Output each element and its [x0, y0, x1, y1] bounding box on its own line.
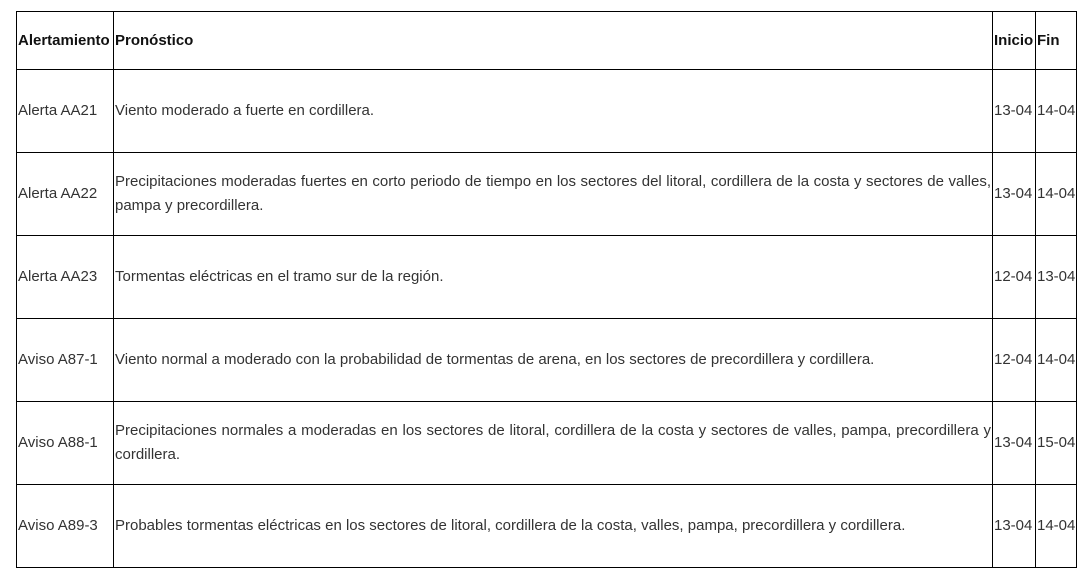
- end-date-cell: 14-04: [1036, 153, 1077, 236]
- header-alert: Alertamiento: [17, 12, 114, 70]
- header-forecast: Pronóstico: [114, 12, 993, 70]
- end-date-cell: 14-04: [1036, 319, 1077, 402]
- alert-cell: Alerta AA21: [17, 70, 114, 153]
- table-row: [17, 236, 1077, 319]
- start-date-cell: 13-04: [993, 485, 1036, 568]
- forecast-cell: Precipitaciones normales a moderadas en los sectores de litoral, cordillera de la costa y sectores de valles, pampa, precordillera y cordillera.: [114, 402, 993, 485]
- alerts-table: [16, 11, 1077, 568]
- table-row: [17, 402, 1077, 485]
- start-date-cell: 13-04: [993, 402, 1036, 485]
- header-start: Inicio: [993, 12, 1036, 70]
- alert-cell: Aviso A87-1: [17, 319, 114, 402]
- table-row: [17, 70, 1077, 153]
- header-end: Fin: [1036, 12, 1077, 70]
- alert-cell: Alerta AA23: [17, 236, 114, 319]
- table-header-row: [17, 12, 1077, 70]
- start-date-cell: 12-04: [993, 319, 1036, 402]
- end-date-cell: 15-04: [1036, 402, 1077, 485]
- alerts-table-container: [16, 11, 1077, 568]
- table-row: [17, 319, 1077, 402]
- forecast-cell: Probables tormentas eléctricas en los sectores de litoral, cordillera de la costa, valles, pampa, precordillera y cordillera.: [114, 485, 993, 568]
- alert-cell: Alerta AA22: [17, 153, 114, 236]
- end-date-cell: 14-04: [1036, 485, 1077, 568]
- forecast-cell: Tormentas eléctricas en el tramo sur de la región.: [114, 236, 993, 319]
- start-date-cell: 13-04: [993, 70, 1036, 153]
- forecast-cell: Viento normal a moderado con la probabilidad de tormentas de arena, en los sectores de precordillera y cordillera.: [114, 319, 993, 402]
- table-row: [17, 153, 1077, 236]
- forecast-cell: Viento moderado a fuerte en cordillera.: [114, 70, 993, 153]
- alert-cell: Aviso A89-3: [17, 485, 114, 568]
- alert-cell: Aviso A88-1: [17, 402, 114, 485]
- end-date-cell: 13-04: [1036, 236, 1077, 319]
- start-date-cell: 13-04: [993, 153, 1036, 236]
- table-row: [17, 485, 1077, 568]
- forecast-cell: Precipitaciones moderadas fuertes en corto periodo de tiempo en los sectores del litoral, cordillera de la costa y sectores de valles, pampa y precordillera.: [114, 153, 993, 236]
- start-date-cell: 12-04: [993, 236, 1036, 319]
- end-date-cell: 14-04: [1036, 70, 1077, 153]
